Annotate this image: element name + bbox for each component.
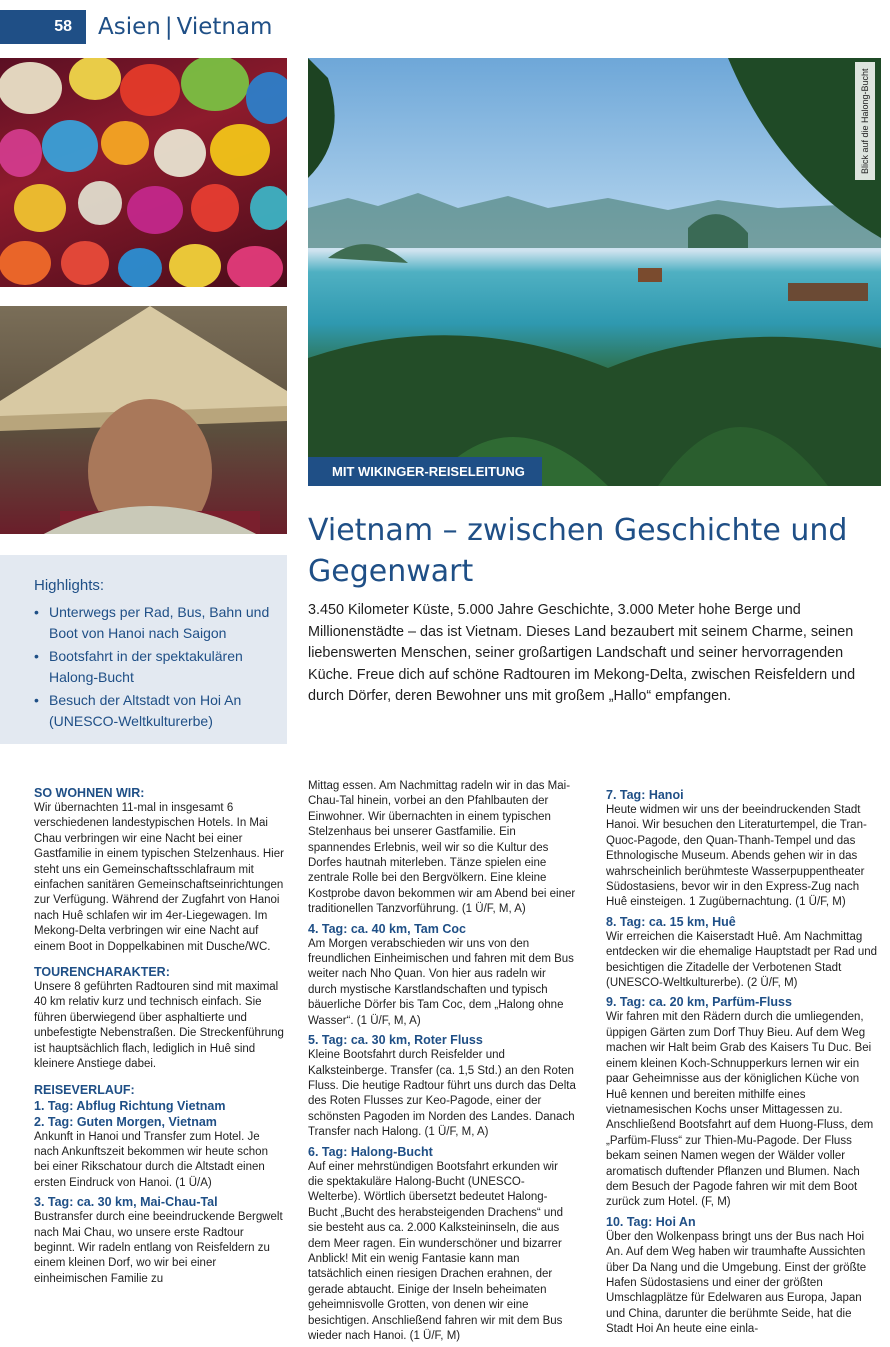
section-heading-wohnen: SO WOHNEN WIR: [34, 786, 145, 800]
column-3 [606, 787, 881, 1341]
highlight-item: • Besuch der Altstadt von Hoi An (UNESCO-Weltkulturerbe) [34, 690, 277, 731]
section-heading-tourencharakter: TOURENCHARAKTER: [34, 965, 170, 980]
day-9-title: 9. Tag: ca. 20 km, Parfüm-Fluss [606, 995, 792, 1010]
day-6-text: Auf einer mehrstündigen Bootsfahrt erkunden wir die spektakuläre Halong-Bucht (UNESCO-Welterbe). Wörtlich übersetzt bedeutet Halong-Bucht „Bucht des herabsteigenden Drachens“ und sie besteht aus ca. 2.000 Kalksteininseln, die aus dem Meer ragen. Ein wunderschöner und bizarrer Anblick! Mit ein wenig Fantasie kann man tatsächlich einen riesigen Drachen erahnen, der gerade abtaucht. Einige der Inseln beheimaten geheimnisvolle Grotten, von denen wir eine besichtigen. Anschließend fahren wir mit dem Bus wieder nach Hanoi. (1 Ü/F, M) [308, 1160, 564, 1342]
page-title: Vietnam – zwischen Geschichte und Gegenwart [308, 513, 848, 589]
lanterns-photo [0, 58, 287, 287]
breadcrumb-region: Asien [98, 14, 161, 40]
highlights-list [34, 602, 277, 731]
highlight-item: • Bootsfahrt in der spektakulären Halong-Bucht [34, 646, 277, 687]
breadcrumb-separator: | [164, 14, 173, 40]
day-8-title: 8. Tag: ca. 15 km, Huê [606, 914, 736, 929]
highlights-title: Highlights: [34, 577, 105, 594]
lanterns-illustration [0, 58, 287, 287]
breadcrumb [98, 14, 272, 40]
day-4-title: 4. Tag: ca. 40 km, Tam Coc [308, 921, 466, 936]
day-1-title: 1. Tag: Abflug Richtung Vietnam [34, 1098, 226, 1113]
column-1 [34, 785, 286, 1290]
woman-photo [0, 306, 287, 534]
day-2-text: Ankunft in Hanoi und Transfer zum Hotel. Je nach Ankunftszeit bekommen wir heute schon bei einer Rikschatour durch die Altstadt einen ersten Eindruck von Hanoi. (1 Ü/A) [34, 1130, 268, 1189]
day-3-text-continued: Mittag essen. Am Nachmittag radeln wir in das Mai-Chau-Tal hinein, vorbei an den Pfahlbauten der Einwohner. Wir übernachten in einem typischen Stelzenhaus bei unserer Gastfamilie. Ein spannendes Erlebnis, weil wir so die Kultur des Dorfes hautnah miterleben. Tänze spielen eine zentrale Rolle bei den Bergvölkern. Eine kleine Kostprobe davon bekommen wir am Abend bei einer traditionellen Tanzvorführung. (1 Ü/F, M, A) [308, 780, 576, 916]
day-6-title: 6. Tag: Halong-Bucht [308, 1144, 433, 1159]
section-heading-reiseverlauf: REISEVERLAUF: [34, 1082, 135, 1097]
halong-bay-illustration [308, 58, 881, 486]
intro-paragraph: 3.450 Kilometer Küste, 5.000 Jahre Geschichte, 3.000 Meter hohe Berge und Millionenstädte – das ist Vietnam. Dieses Land bezaubert mit seinem Charme, seinen liebenswerten Menschen, seiner großartigen Landschaft und seiner hervorragenden Küche. Freue dich auf schöne Radtouren im Mekong-Delta, zwischen Reisfeldern und durch Dörfer, deren Bewohner uns mit großem „Hallo“ empfangen. [308, 602, 856, 704]
day-3-text: Bustransfer durch eine beeindruckende Bergwelt nach Mai Chau, wo unsere erste Radtour beginnt. Wir radeln entlang von Reisfeldern zu einem kleinen Dorf, wo wir bei einer einheimischen Familie zu [34, 1211, 283, 1285]
photo-caption: Blick auf die Halong-Bucht [855, 62, 875, 180]
day-7-text: Heute widmen wir uns der beeindruckenden Stadt Hanoi. Wir besuchen den Literaturtempel, die Tran-Quoc-Pagode, den Quan-Thanh-Tempel und das Ethnologische Museum. Abends gehen wir in das wahrscheinlich berühmteste Wasserpuppentheater Südostasiens, bevor wir in den Express-Zug nach Huê einsteigen. 1 Zugübernachtung. (1 Ü/F, M) [606, 804, 867, 909]
guide-badge: MIT WIKINGER-REISELEITUNG [308, 457, 542, 486]
halong-bay-photo [308, 58, 881, 486]
day-7-title: 7. Tag: Hanoi [606, 788, 684, 802]
day-10-text: Über den Wolkenpass bringt uns der Bus nach Hoi An. Auf dem Weg haben wir traumhafte Aussichten über Da Nang und die Umgebung. Einst der größte Hafen Südostasiens und einer der größten Umschlagplätze für Edelwaren aus Europa, Japan und China, darunter die berühmte Seide, hat die Stadt Hoi An heute eine einla- [606, 1230, 867, 1336]
day-4-text: Am Morgen verabschieden wir uns von den freundlichen Einheimischen und fahren mit dem Bus weiter nach Nho Quan. Von hier aus radeln wir durch mystische Karstlandschaften und typisch bäuerliche Dörfer bis Tam Coc, dem „Halong ohne Wasser“. (1 Ü/F, M, A) [308, 937, 574, 1027]
day-3-title: 3. Tag: ca. 30 km, Mai-Chau-Tal [34, 1195, 218, 1210]
page-number: 58 [0, 10, 86, 44]
highlight-item: • Unterwegs per Rad, Bus, Bahn und Boot von Hanoi nach Saigon [34, 602, 277, 643]
breadcrumb-country: Vietnam [176, 14, 273, 40]
highlights-box [0, 555, 287, 744]
day-9-text: Wir fahren mit den Rädern durch die umliegenden, üppigen Gärten zum Dorf Thuy Bieu. Auf dem Weg machen wir Halt beim Grab des Kaisers Tu Duc. Bei einem kleinen Koch-Schnupperkurs lernen wir ein paar Geheimnisse aus der königlichen Küche von Huê kennen und bereiten mithilfe eines vietnamesischen Kochs unser Mittagessen zu. Anschließend Bootsfahrt auf dem Huong-Fluss, dem „Parfüm-Fluss“ zur Thien-Mu-Pagode. Der Fluss bekam seinen Namen wegen der Wälder voller aromatisch duftender Pflanzen und Blumen. Nach dem Besuch der Pagode fahren wir mit dem Boot zurück zum Hotel. (F, M) [606, 1011, 874, 1209]
day-8-text: Wir erreichen die Kaiserstadt Huê. Am Nachmittag entdecken wir die ehemalige Hauptstadt per Rad und besichtigen die Zitadelle der Verbotenen Stadt (UNESCO-Weltkulturerbe). (2 Ü/F, M) [606, 930, 878, 990]
woman-illustration [0, 306, 287, 534]
day-5-title: 5. Tag: ca. 30 km, Roter Fluss [308, 1033, 483, 1048]
tourencharakter-text: Unsere 8 geführten Radtouren sind mit maximal 40 km relativ kurz und technisch einfach. Sie führen überwiegend über asphaltierte und unbefestigte Nebenstraßen. Die Streckenführung ist hauptsächlich flach, lediglich in Huê sind kleinere Anstiege dabei. [34, 981, 284, 1071]
day-10-title: 10. Tag: Hoi An [606, 1214, 696, 1229]
wohnen-text: Wir übernachten 11-mal in insgesamt 6 verschiedenen landestypischen Hotels. In Mai Chau verbringen wir eine Nacht bei einer Gastfamilie in einem typischen Stelzenhaus. Hier steht uns ein Gemeinschaftsschlafraum mit einfachen sanitären Gemeinschaftseinrichtungen zur Verfügung. Während der Zugfahrt von Hanoi nach Huê schlafen wir im 4er-Liegewagen. Im Mekong-Delta verbringen wir eine Nacht auf einem Boot in Doppelkabinen mit Dusche/WC. [34, 802, 284, 953]
day-2-title: 2. Tag: Guten Morgen, Vietnam [34, 1114, 217, 1129]
column-2 [308, 779, 576, 1347]
day-5-text: Kleine Bootsfahrt durch Reisfelder und Kalksteinberge. Transfer (ca. 1,5 Std.) an den Roten Fluss. Die heutige Radtour führt uns durch das Delta des Roten Flusses zur Keo-Pagode, einer der schönsten Pagoden im Norden des Landes. Danach Transfer nach Halong. (1 Ü/F, M, A) [308, 1049, 576, 1139]
